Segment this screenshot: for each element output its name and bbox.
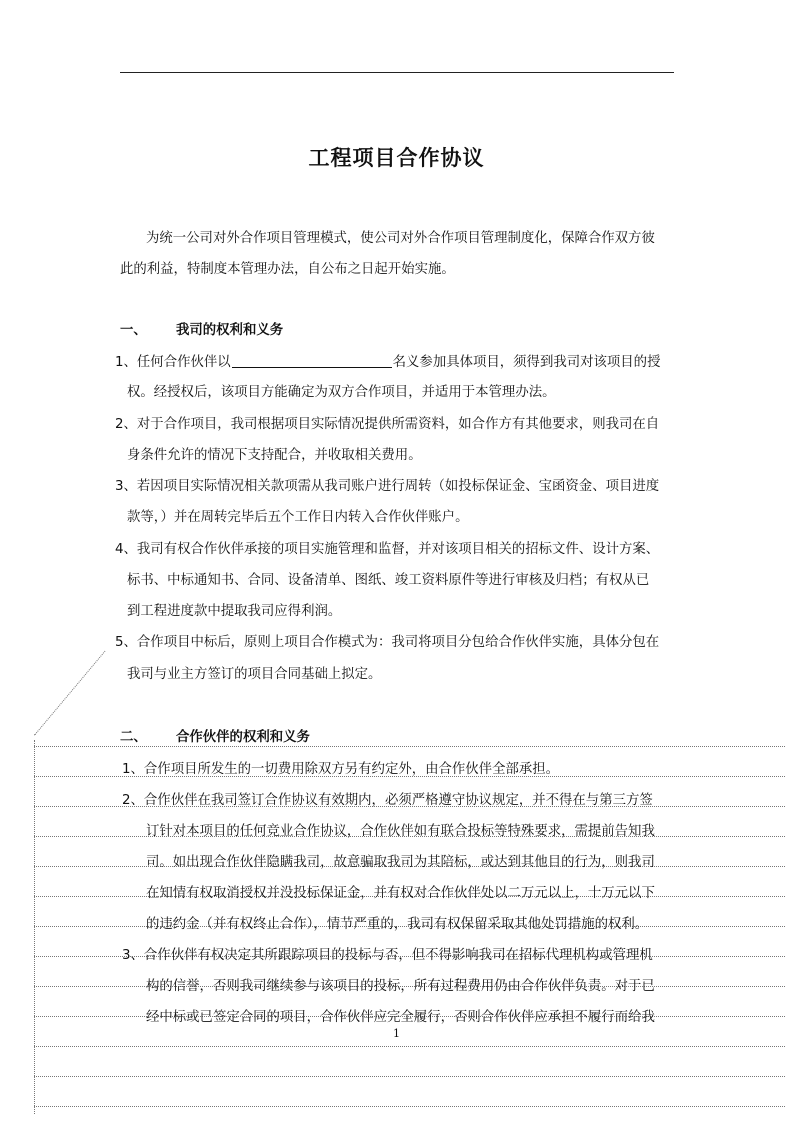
item-text: 1、任何合作伙伴以: [115, 355, 231, 370]
dotted-guide-line: [34, 1076, 785, 1077]
intro-line: 为统一公司对外合作项目管理模式，使公司对外合作项目管理制度化，保障合作双方彼: [146, 231, 655, 246]
list-item-line: 4、我司有权合作伙伴承接的项目实施管理和监督，并对该项目相关的招标文件、设计方案、: [115, 542, 660, 557]
list-item-line: 1、合作项目所发生的一切费用除双方另有约定外，由合作伙伴全部承担。: [122, 762, 560, 777]
intro-line: 此的利益，特制度本管理办法，自公布之日起开始实施。: [120, 262, 455, 277]
list-item-line: 司。如出现合作伙伴隐瞒我司，故意骗取我司为其陪标，或达到其他目的行为，则我司: [146, 855, 655, 870]
list-item-line: 5、合作项目中标后，原则上项目合作模式为：我司将项目分包给合作伙伴实施，具体分包在: [115, 635, 660, 650]
list-item-line: [115, 353, 660, 373]
list-item-line: 构的信誉，否则我司继续参与该项目的投标，所有过程费用仍由合作伙伴负责。对于已: [146, 979, 655, 994]
dotted-guide-diagonal: [34, 651, 105, 736]
dotted-guide-line: [34, 1106, 785, 1107]
list-item-line: 标书、中标通知书、合同、设备清单、图纸、竣工资料原件等进行审核及归档；有权从已: [127, 573, 650, 588]
section-number: 一、: [120, 323, 147, 338]
page-number: 1: [393, 1027, 400, 1040]
item-text: 名义参加具体项目，须得到我司对该项目的授: [392, 355, 661, 370]
list-item-line: 2、合作伙伴在我司签订合作协议有效期内，必须严格遵守协议规定，并不得在与第三方签: [122, 793, 653, 808]
list-item-line: 权。经授权后，该项目方能确定为双方合作项目，并适用于本管理办法。: [127, 385, 556, 400]
section-number: 二、: [120, 730, 147, 745]
fill-in-blank[interactable]: [232, 353, 392, 368]
list-item-line: 款等，）并在周转完毕后五个工作日内转入合作伙伴账户。: [127, 510, 469, 525]
list-item-line: 在知情有权取消授权并没投标保证金，并有权对合作伙伴处以二万元以上，十万元以下: [146, 886, 655, 901]
header-rule: [120, 72, 674, 73]
list-item-line: 身条件允许的情况下支持配合，并收取相关费用。: [127, 448, 422, 463]
dotted-guide-vertical: [34, 740, 35, 1114]
list-item-line: 我司与业主方签订的项目合同基础上拟定。: [127, 667, 382, 682]
list-item-line: 的违约金（并有权终止合作），情节严重的，我司有权保留采取其他处罚措施的权利。: [146, 917, 649, 932]
list-item-line: 2、对于合作项目，我司根据项目实际情况提供所需资料，如合作方有其他要求，则我司在自: [115, 417, 660, 432]
section-heading: 我司的权利和义务: [176, 323, 284, 338]
list-item-line: 到工程进度款中提取我司应得利润。: [127, 604, 342, 619]
section-heading: 合作伙伴的权利和义务: [176, 730, 310, 745]
dotted-guide-line: [34, 1046, 785, 1047]
list-item-line: 订针对本项目的任何竞业合作协议，合作伙伴如有联合投标等特殊要求，需提前告知我: [146, 824, 655, 839]
list-item-line: 经中标或已签定合同的项目，合作伙伴应完全履行，否则合作伙伴应承担不履行而给我: [146, 1010, 655, 1025]
list-item-line: 3、合作伙伴有权决定其所跟踪项目的投标与否，但不得影响我司在招标代理机构或管理机: [122, 948, 653, 963]
list-item-line: 3、若因项目实际情况相关款项需从我司账户进行周转（如投标保证金、宝函资金、项目进度: [115, 479, 660, 494]
document-title: 工程项目合作协议: [308, 145, 485, 170]
